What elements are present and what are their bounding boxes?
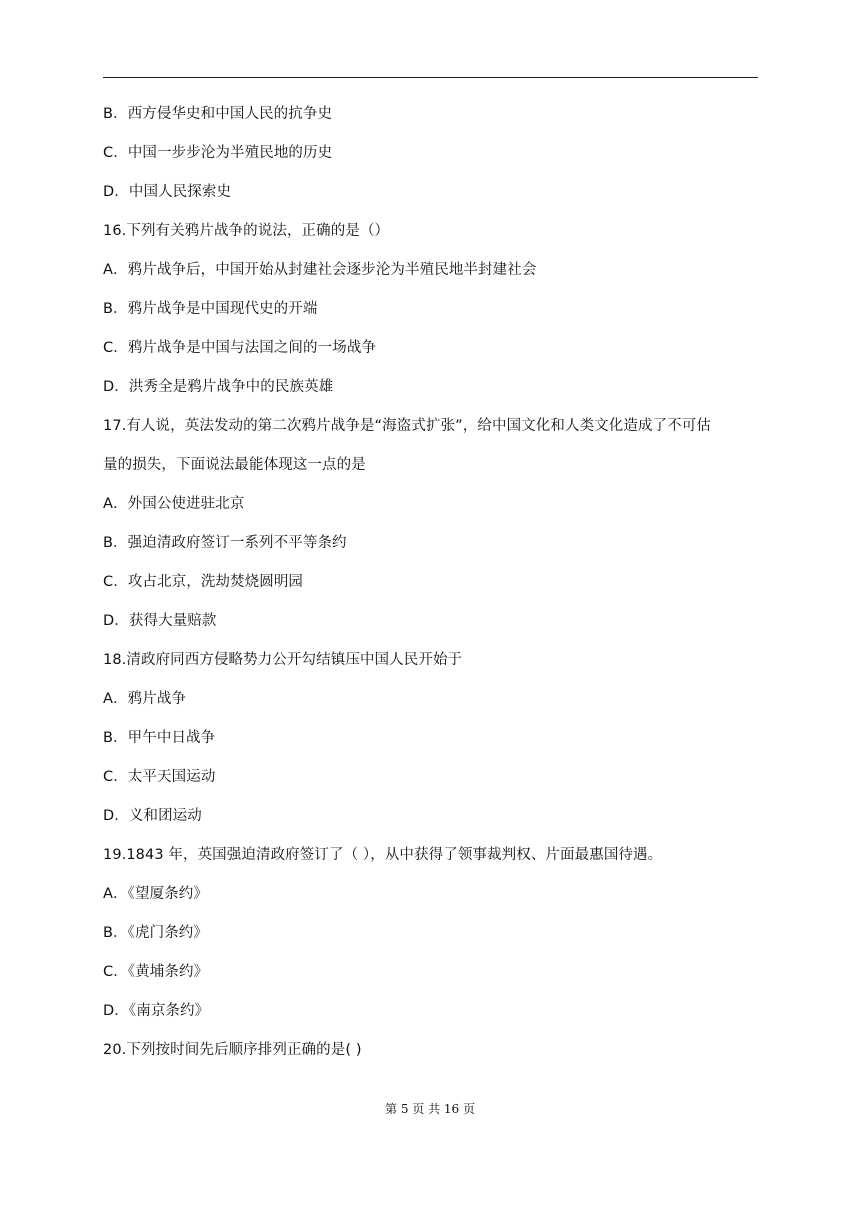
option-16-a: A．鸦片战争后，中国开始从封建社会逐步沦为半殖民地半封建社会 (103, 262, 537, 278)
question-19: 19.1843 年，英国强迫清政府签订了（ ），从中获得了领事裁判权、片面最惠国待遇。 (103, 847, 663, 863)
question-17-line-1: 17.有人说，英法发动的第二次鸦片战争是“海盗式扩张”，给中国文化和人类文化造成了不可估 (103, 418, 711, 434)
option-18-c: C．太平天国运动 (103, 769, 216, 785)
header-rule (103, 77, 758, 78)
option-15-d: D．中国人民探索史 (103, 184, 232, 200)
option-16-d: D．洪秀全是鸦片战争中的民族英雄 (103, 379, 334, 395)
option-19-c: C．《黄埔条约》 (103, 964, 209, 980)
option-18-b: B．甲午中日战争 (103, 730, 216, 746)
option-19-d: D．《南京条约》 (103, 1003, 210, 1019)
option-17-d: D．获得大量赔款 (103, 613, 217, 629)
option-16-b: B．鸦片战争是中国现代史的开端 (103, 301, 318, 317)
option-16-c: C．鸦片战争是中国与法国之间的一场战争 (103, 340, 377, 356)
option-19-b: B．《虎门条约》 (103, 925, 208, 941)
option-18-a: A．鸦片战争 (103, 691, 187, 707)
option-17-b: B．强迫清政府签订一系列不平等条约 (103, 535, 347, 551)
question-18: 18.清政府同西方侵略势力公开勾结镇压中国人民开始于 (103, 652, 463, 668)
option-15-c: C．中国一步步沦为半殖民地的历史 (103, 145, 333, 161)
option-19-a: A．《望厦条约》 (103, 886, 208, 902)
question-16: 16.下列有关鸦片战争的说法，正确的是（） (103, 223, 390, 239)
option-17-a: A．外国公使进驻北京 (103, 496, 245, 512)
option-17-c: C．攻占北京，洗劫焚烧圆明园 (103, 574, 304, 590)
option-18-d: D．义和团运动 (103, 808, 202, 824)
document-body (103, 104, 763, 1079)
question-17-line-2: 量的损失，下面说法最能体现这一点的是 (103, 457, 366, 473)
question-20: 20.下列按时间先后顺序排列正确的是( ) (103, 1042, 362, 1058)
page-footer: 第 5 页 共 16 页 (385, 1102, 475, 1116)
option-15-b: B．西方侵华史和中国人民的抗争史 (103, 106, 333, 122)
